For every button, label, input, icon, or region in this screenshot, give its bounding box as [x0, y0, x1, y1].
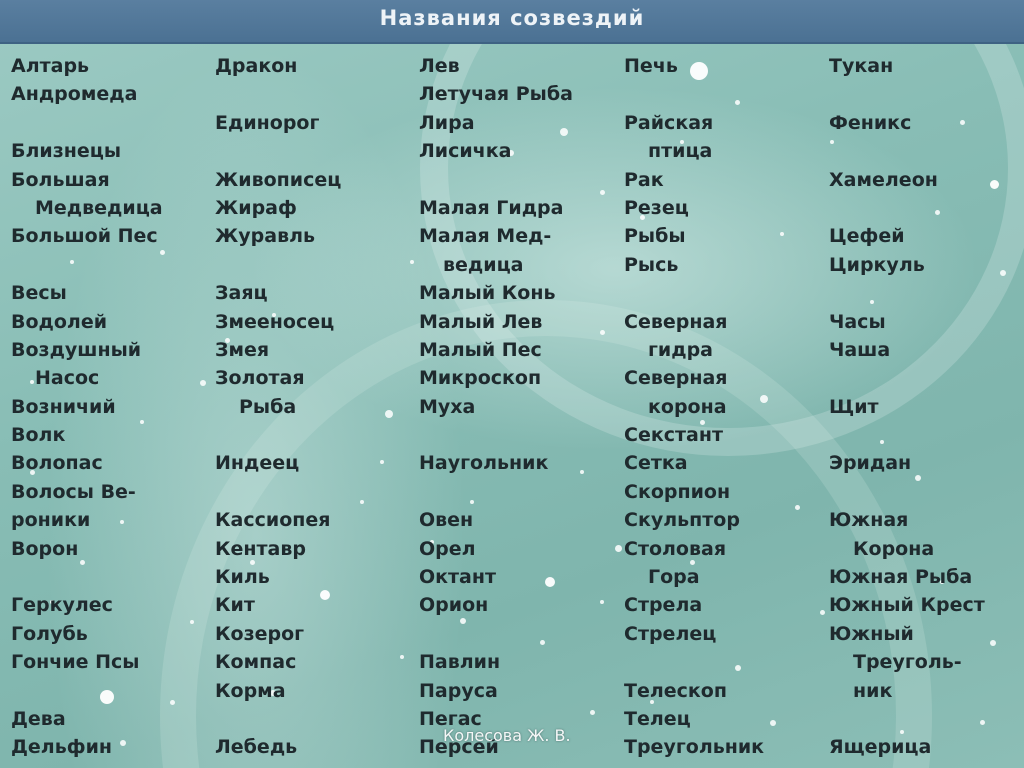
- constellation-name: Компас: [215, 651, 297, 674]
- blank-row: [215, 421, 420, 449]
- column-4: [624, 52, 829, 762]
- constellation-name: Жираф: [215, 196, 297, 219]
- constellation-name: Козерог: [215, 622, 305, 645]
- constellation-name: Северная: [624, 367, 728, 390]
- blank-row: [829, 364, 1024, 392]
- blank-row: [624, 80, 829, 108]
- constellation-name: Змея: [215, 338, 270, 361]
- constellation-name: Большая: [11, 168, 110, 191]
- constellation-name: Стрела: [624, 594, 703, 617]
- blank-row: [829, 421, 1024, 449]
- constellation-name: Райская: [624, 111, 714, 134]
- constellation-name: ведица: [443, 253, 524, 276]
- constellation-name: Павлин: [419, 651, 501, 674]
- blank-row: [215, 80, 420, 108]
- blank-row: [419, 166, 624, 194]
- constellation-name: Золотая: [215, 367, 305, 390]
- constellation-name: Близнецы: [11, 140, 122, 163]
- constellation-name: Алтарь: [11, 55, 90, 77]
- constellation-name: Дельфин: [11, 736, 113, 759]
- constellation-name: Летучая Рыба: [419, 83, 573, 106]
- constellation-name: Циркуль: [829, 253, 925, 276]
- constellation-name: Кит: [215, 594, 255, 617]
- constellation-name: Орион: [419, 594, 489, 617]
- constellation-name: Волопас: [11, 452, 103, 475]
- constellation-name: Рыба: [239, 395, 297, 418]
- constellation-name: Корма: [215, 679, 286, 702]
- constellation-name: Кентавр: [215, 537, 307, 560]
- constellation-name: Щит: [829, 395, 879, 418]
- constellation-name: Малая Мед-: [419, 225, 552, 248]
- constellation-name: Малая Гидра: [419, 196, 564, 219]
- constellation-name: Сетка: [624, 452, 688, 475]
- constellation-name: Насос: [35, 367, 100, 390]
- constellation-name: Муха: [419, 395, 476, 418]
- constellation-name: Чаша: [829, 338, 891, 361]
- constellation-name: Дева: [11, 707, 66, 730]
- constellation-name: Ящерица: [829, 736, 932, 759]
- constellation-name: Паруса: [419, 679, 498, 702]
- constellation-name: Печь: [624, 55, 678, 77]
- column-3: [419, 52, 624, 762]
- constellation-name: Треуголь-: [853, 651, 962, 674]
- constellation-name: Заяц: [215, 282, 268, 305]
- constellation-name: Корона: [853, 537, 935, 560]
- constellation-name: Медведица: [35, 196, 163, 219]
- constellation-name: Микроскоп: [419, 367, 542, 390]
- constellation-name: Возничий: [11, 395, 116, 418]
- blank-row: [11, 109, 216, 137]
- constellation-name: Рысь: [624, 253, 679, 276]
- constellation-name: роники: [11, 509, 91, 532]
- constellation-name: Скорпион: [624, 480, 731, 503]
- blank-row: [829, 279, 1024, 307]
- blank-row: [829, 478, 1024, 506]
- column-5: [829, 52, 1024, 762]
- constellation-name: Журавль: [215, 225, 316, 248]
- constellation-name: ник: [853, 679, 893, 702]
- constellation-name: гидра: [648, 338, 714, 361]
- constellation-name: Киль: [215, 566, 270, 589]
- constellation-name: Малый Пес: [419, 338, 542, 361]
- column-2: [215, 52, 420, 762]
- constellation-name: Лебедь: [215, 736, 298, 759]
- constellation-name: Столовая: [624, 537, 727, 560]
- constellation-name: корона: [648, 395, 727, 418]
- constellation-name: Резец: [624, 196, 689, 219]
- constellation-name: Геркулес: [11, 594, 113, 617]
- blank-row: [829, 194, 1024, 222]
- blank-row: [11, 251, 216, 279]
- constellation-name: Волосы Ве-: [11, 480, 136, 503]
- constellation-name: Пегас: [419, 707, 482, 730]
- blank-row: [11, 563, 216, 591]
- constellation-name: Гончие Псы: [11, 651, 140, 674]
- constellation-name: Телескоп: [624, 679, 727, 702]
- constellation-name: Воздушный: [11, 338, 142, 361]
- constellation-name: Весы: [11, 282, 67, 305]
- constellation-name: Феникс: [829, 111, 912, 134]
- blank-row: [624, 279, 829, 307]
- constellation-name: Малый Конь: [419, 282, 556, 305]
- blank-row: [11, 677, 216, 705]
- blank-row: [419, 421, 624, 449]
- constellation-name: Водолей: [11, 310, 108, 333]
- constellation-name: Живописец: [215, 168, 342, 191]
- constellation-name: Лира: [419, 111, 475, 134]
- constellation-name: Северная: [624, 310, 728, 333]
- blank-row: [419, 620, 624, 648]
- page-title: Названия созвездий: [379, 6, 645, 30]
- blank-row: [215, 251, 420, 279]
- blank-row: [829, 705, 1024, 733]
- constellation-name: Кассиопея: [215, 509, 331, 532]
- blank-row: [624, 648, 829, 676]
- blank-row: [215, 705, 420, 733]
- constellation-name: Гора: [648, 566, 700, 589]
- constellation-name: Орел: [419, 537, 476, 560]
- blank-row: [419, 478, 624, 506]
- constellation-name: Южный: [829, 622, 914, 645]
- constellation-name: Эридан: [829, 452, 912, 475]
- constellation-name: Секстант: [624, 424, 723, 447]
- constellation-name: Стрелец: [624, 622, 717, 645]
- constellation-name: Лев: [419, 55, 460, 77]
- constellation-name: Персей: [419, 736, 499, 759]
- watermark: Колесова Ж. В.: [443, 726, 571, 745]
- constellation-name: Большой Пес: [11, 225, 158, 248]
- constellation-name: Малый Лев: [419, 310, 543, 333]
- constellation-name: Ворон: [11, 537, 79, 560]
- constellation-name: Южный Крест: [829, 594, 985, 617]
- constellation-name: Октант: [419, 566, 497, 589]
- constellation-name: Часы: [829, 310, 886, 333]
- constellation-name: Дракон: [215, 55, 298, 77]
- constellation-name: Андромеда: [11, 83, 138, 106]
- constellation-name: Овен: [419, 509, 474, 532]
- constellation-name: Наугольник: [419, 452, 549, 475]
- constellation-name: Треугольник: [624, 736, 765, 759]
- constellation-name: Тукан: [829, 55, 894, 77]
- column-1: [11, 52, 216, 762]
- constellation-name: Скульптор: [624, 509, 740, 532]
- constellation-name: Лисичка: [419, 140, 512, 163]
- constellation-name: птица: [648, 140, 713, 163]
- constellation-name: Волк: [11, 424, 66, 447]
- blank-row: [215, 137, 420, 165]
- constellation-name: Рыбы: [624, 225, 686, 248]
- constellation-name: Хамелеон: [829, 168, 938, 191]
- constellation-name: Южная Рыба: [829, 566, 973, 589]
- header-band: [0, 0, 1024, 44]
- blank-row: [829, 80, 1024, 108]
- constellation-name: Змееносец: [215, 310, 335, 333]
- constellation-name: Рак: [624, 168, 664, 191]
- constellation-name: Южная: [829, 509, 909, 532]
- blank-row: [829, 137, 1024, 165]
- constellation-name: Индеец: [215, 452, 300, 475]
- constellation-name: Телец: [624, 707, 691, 730]
- blank-row: [215, 478, 420, 506]
- constellation-name: Голубь: [11, 622, 88, 645]
- constellation-name: Цефей: [829, 225, 905, 248]
- constellation-name: Единорог: [215, 111, 320, 134]
